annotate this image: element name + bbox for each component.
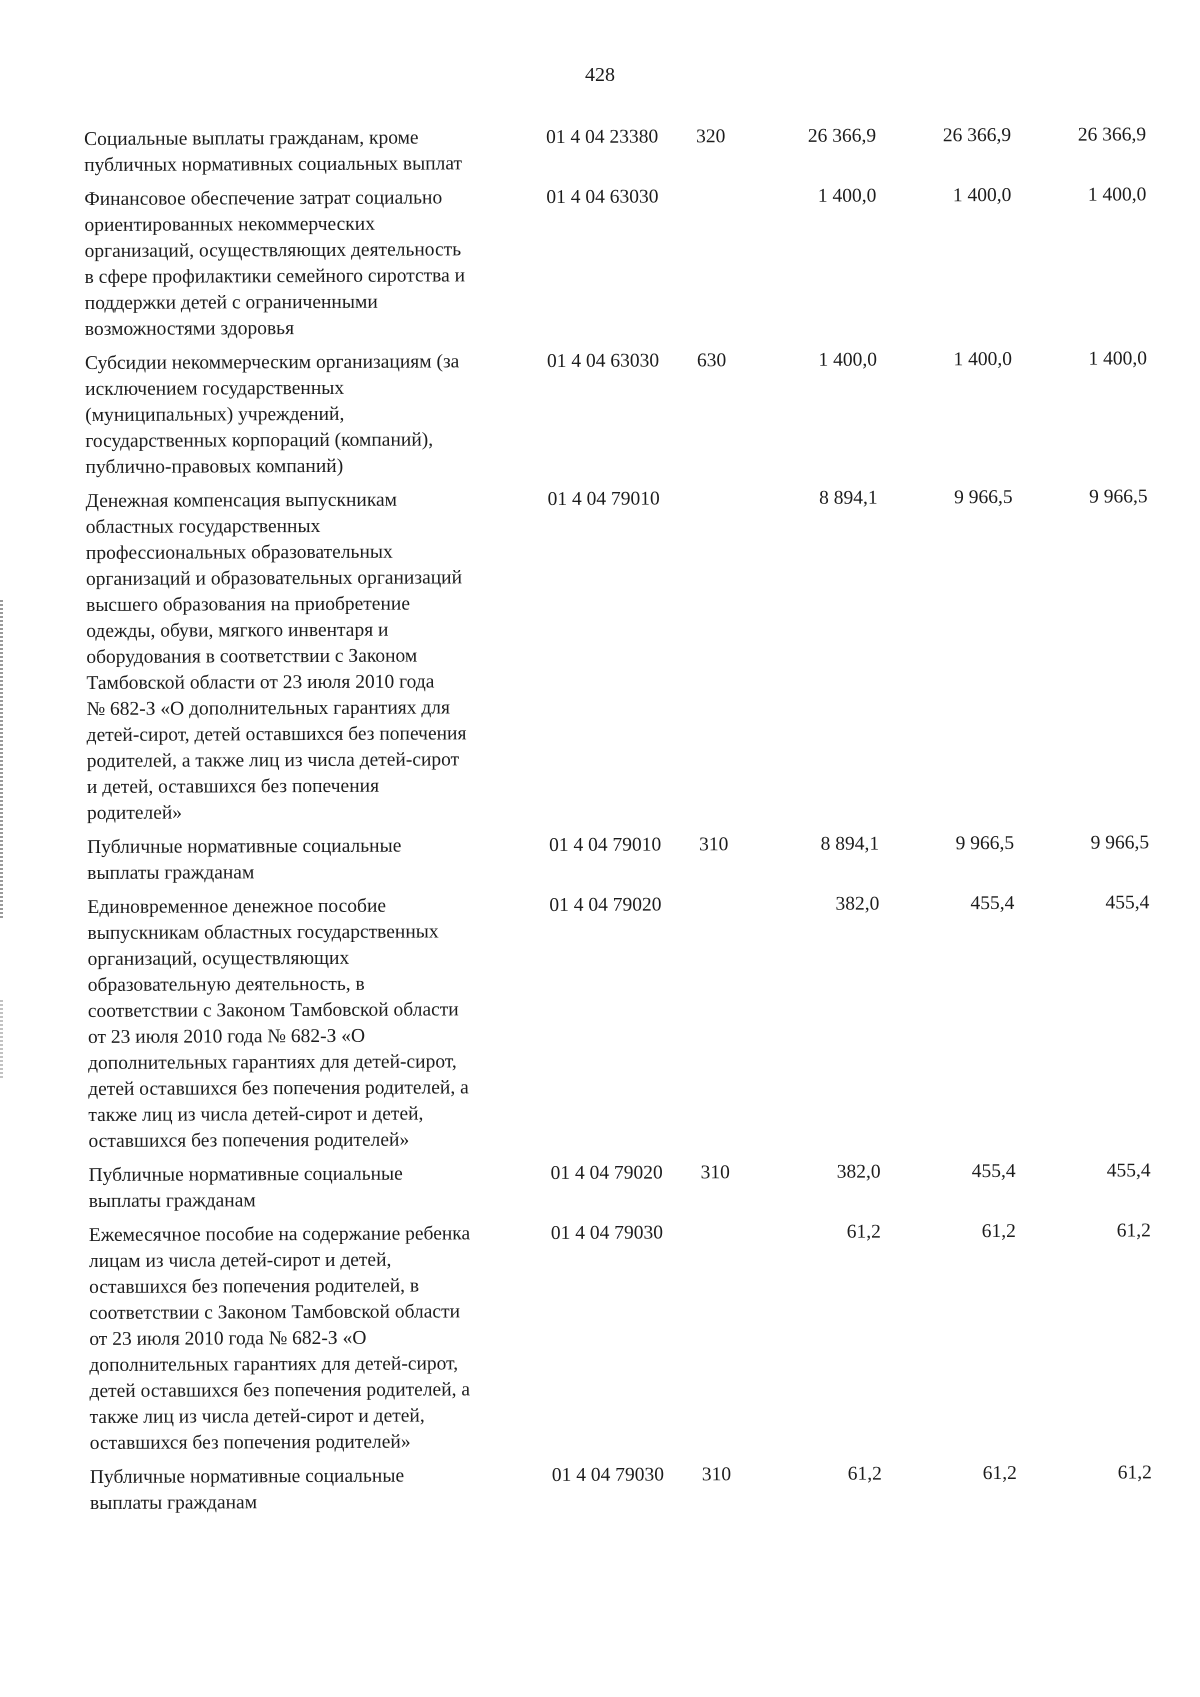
row-amount-year-2: 455,4	[971, 1160, 1016, 1183]
table-row	[89, 1218, 1166, 1457]
row-amount-year-1: 8 894,1	[819, 487, 878, 509]
row-amount-year-3: 61,2	[1116, 1220, 1151, 1242]
row-amount-year-1: 61,2	[847, 1463, 882, 1485]
row-description: Денежная компенсация выпускникам областных государственных профессиональных образовательных организаций и образовательных организаций высшего образования на приобретение одежды, обуви, мягкого инвентаря и оборудования в соответствии с Законом Тамбовской области от 23 июля 2010 года № 682-З «О дополнительных гарантиях для детей-сирот, детей оставшихся без попечения родителей, а также лиц из числа детей-сирот и детей, оставшихся без попечения родителей»	[85, 489, 467, 824]
budget-table	[84, 122, 1166, 1525]
row-amount-year-3: 9 966,5	[1089, 486, 1148, 508]
row-description: Публичные нормативные социальные выплаты гражданам	[88, 1163, 403, 1212]
row-description: Публичные нормативные социальные выплаты гражданам	[89, 1465, 405, 1514]
row-amount-year-3: 455,4	[1106, 1160, 1151, 1182]
row-expense-type: 320	[696, 126, 726, 148]
row-amount-year-2: 1 400,0	[952, 184, 1012, 207]
table-row	[90, 1460, 1166, 1517]
row-code: 01 4 04 79020	[549, 894, 662, 916]
row-amount-year-3: 26 366,9	[1077, 124, 1147, 146]
row-code: 01 4 04 79010	[547, 488, 660, 510]
row-amount-year-2: 9 966,5	[954, 486, 1013, 509]
table-row	[86, 484, 1163, 827]
scan-edge-mark	[0, 600, 3, 920]
row-code: 01 4 04 63030	[546, 186, 659, 208]
row-amount-year-3: 455,4	[1105, 892, 1150, 914]
row-amount-year-2: 1 400,0	[953, 348, 1013, 371]
scan-edge-mark	[0, 1000, 3, 1080]
row-amount-year-2: 9 966,5	[955, 832, 1015, 855]
row-amount-year-1: 1 400,0	[818, 349, 878, 371]
row-amount-year-1: 26 366,9	[807, 125, 877, 147]
row-amount-year-1: 382,0	[835, 893, 880, 915]
row-amount-year-3: 61,2	[1117, 1462, 1152, 1484]
row-code: 01 4 04 63030	[546, 350, 660, 372]
row-expense-type: 310	[699, 834, 729, 856]
table-row	[87, 830, 1163, 887]
row-amount-year-3: 9 966,5	[1090, 832, 1150, 854]
table-row	[89, 1158, 1165, 1215]
row-amount-year-3: 1 400,0	[1087, 184, 1147, 206]
table-row	[87, 890, 1164, 1155]
row-expense-type: 630	[696, 350, 727, 372]
row-description: Финансовое обеспечение затрат социально ориентированных некоммерческих организаций, осуществляющих деятельность в сфере профилактики семейного сиротства и поддержки детей с ограниченными возможностями здоровья	[84, 187, 466, 340]
row-code: 01 4 04 79010	[549, 834, 662, 856]
row-amount-year-2: 26 366,9	[942, 124, 1012, 147]
row-description: Публичные нормативные социальные выплаты гражданам	[87, 835, 402, 884]
row-description: Субсидии некоммерческим организациям (за исключением государственных (муниципальных) учреждений, государственных корпораций (компаний), публично-правовых компаний)	[84, 351, 460, 478]
table-row	[84, 182, 1161, 343]
row-amount-year-1: 61,2	[846, 1221, 881, 1243]
row-amount-year-1: 1 400,0	[817, 185, 877, 207]
row-description: Единовременное денежное пособие выпускникам областных государственных организаций, осуществляющих образовательную деятельность, в соответствии с Законом Тамбовской области от 23 июля 2010 года № 682-З «О дополнительных гарантиях для детей-сирот, детей оставшихся без попечения родителей, а также лиц из числа детей-сирот и детей, оставшихся без попечения родителей»	[87, 895, 469, 1152]
row-amount-year-2: 455,4	[970, 892, 1015, 915]
table-row	[84, 122, 1160, 179]
row-amount-year-1: 8 894,1	[820, 833, 880, 855]
row-expense-type: 310	[700, 1162, 730, 1184]
row-amount-year-2: 61,2	[981, 1220, 1016, 1243]
row-amount-year-2: 61,2	[982, 1462, 1017, 1485]
row-amount-year-3: 1 400,0	[1088, 348, 1148, 370]
row-code: 01 4 04 79030	[550, 1222, 664, 1244]
row-description: Социальные выплаты гражданам, кроме публичных нормативных социальных выплат	[84, 127, 463, 176]
row-code: 01 4 04 23380	[546, 126, 659, 148]
page-number: 428	[585, 64, 615, 86]
table-row	[85, 346, 1162, 481]
row-code: 01 4 04 79030	[551, 1464, 665, 1486]
row-description: Ежемесячное пособие на содержание ребенка лицам из числа детей-сирот и детей, оставшихся без попечения родителей, в соответствии с Законом Тамбовской области от 23 июля 2010 года № 682-З «О дополнительных гарантиях для детей-сирот, детей оставшихся без попечения родителей, а также лиц из числа детей-сирот и детей, оставшихся без попечения родителей»	[88, 1223, 471, 1454]
row-expense-type: 310	[701, 1464, 732, 1486]
row-amount-year-1: 382,0	[836, 1161, 881, 1183]
row-code: 01 4 04 79020	[550, 1162, 663, 1184]
